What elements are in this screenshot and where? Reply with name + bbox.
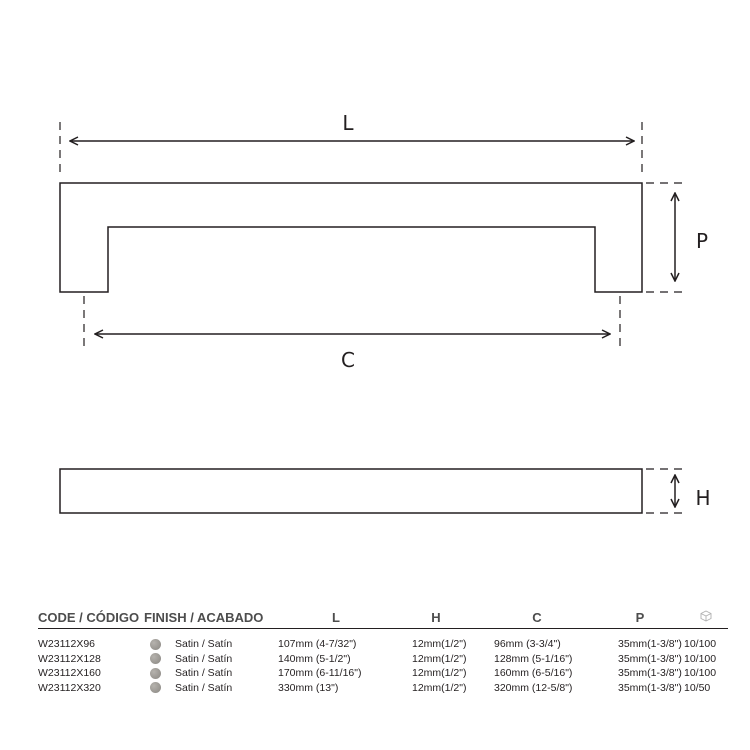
cell-pack: 10/100 [684, 667, 717, 680]
label-c: C [341, 348, 355, 372]
table-row [38, 681, 728, 696]
finish-swatch [150, 653, 161, 664]
header-l: L [278, 610, 394, 629]
cell-p: 35mm(1-3/8") [618, 667, 682, 680]
cell-finish [144, 666, 278, 681]
header-finish: FINISH / ACABADO [144, 610, 278, 629]
cell-code: W23112X96 [38, 638, 96, 651]
handle-top-view-outline [60, 183, 642, 292]
cell-c: 160mm (6-5/16") [494, 667, 573, 680]
cell-l: 170mm (6-11/16") [278, 667, 362, 680]
cell-finish [144, 681, 278, 696]
cell-h: 12mm(1/2") [412, 638, 467, 651]
cell-c: 96mm (3-3/4") [494, 638, 561, 651]
table-row [38, 652, 728, 667]
label-h: H [695, 486, 711, 510]
cell-p: 35mm(1-3/8") [618, 681, 682, 694]
cell-p: 35mm(1-3/8") [618, 638, 682, 651]
cell-pack: 10/50 [684, 681, 711, 694]
header-h: H [394, 610, 478, 629]
finish-label: Satin / Satín [175, 667, 233, 680]
cell-code: W23112X160 [38, 667, 101, 680]
box-icon [700, 610, 712, 622]
finish-label: Satin / Satín [175, 652, 233, 665]
cell-finish [144, 652, 278, 667]
cell-pack: 10/100 [684, 652, 717, 665]
cell-l: 107mm (4-7/32") [278, 638, 357, 651]
label-l: L [342, 111, 354, 135]
finish-swatch [150, 668, 161, 679]
header-p: P [596, 610, 684, 629]
handle-side-view-outline [60, 469, 642, 513]
finish-swatch [150, 639, 161, 650]
table-row [38, 666, 728, 681]
cell-l: 330mm (13") [278, 681, 339, 694]
finish-label: Satin / Satín [175, 638, 233, 651]
finish-swatch [150, 682, 161, 693]
cell-h: 12mm(1/2") [412, 667, 467, 680]
cell-code: W23112X320 [38, 681, 101, 694]
finish-label: Satin / Satín [175, 681, 233, 694]
label-p: P [695, 229, 709, 253]
cell-l: 140mm (5-1/2") [278, 652, 351, 665]
cell-h: 12mm(1/2") [412, 652, 467, 665]
cell-code: W23112X128 [38, 652, 101, 665]
header-c: C [478, 610, 596, 629]
header-package [684, 610, 728, 629]
cell-c: 320mm (12-5/8") [494, 681, 573, 694]
cell-h: 12mm(1/2") [412, 681, 467, 694]
table-row [38, 629, 728, 652]
cell-finish [144, 629, 278, 652]
header-code: CODE / CÓDIGO [38, 610, 144, 629]
cell-c: 128mm (5-1/16") [494, 652, 573, 665]
table-header-row [38, 610, 728, 629]
cell-pack: 10/100 [684, 638, 717, 651]
spec-table [38, 610, 728, 695]
cell-p: 35mm(1-3/8") [618, 652, 682, 665]
